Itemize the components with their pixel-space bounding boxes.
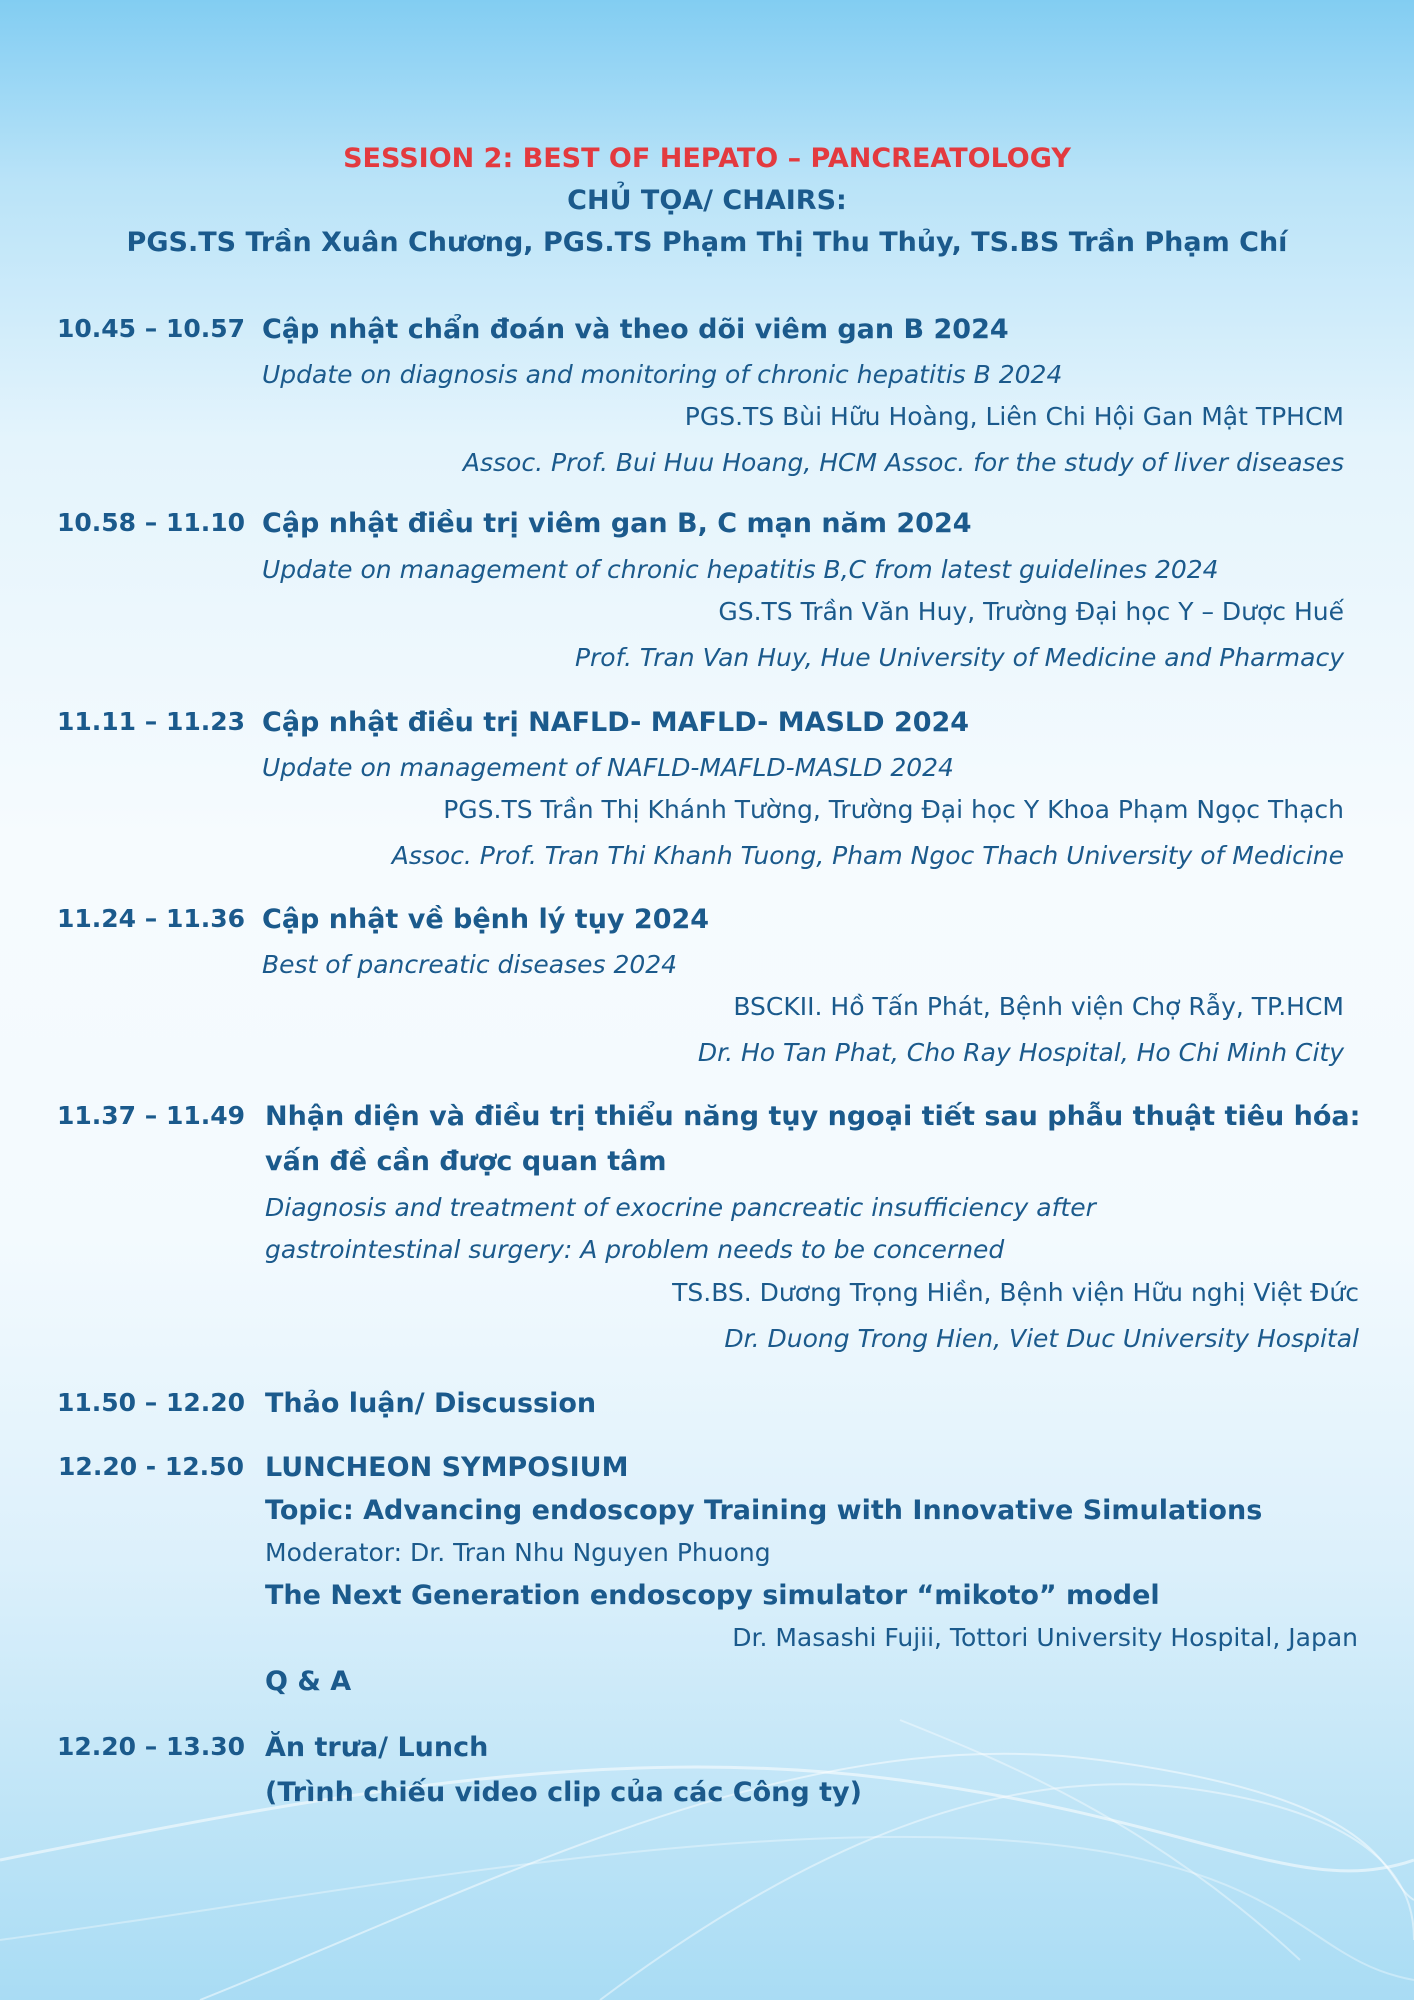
- chairs-label: CHỦ TỌA/ CHAIRS:: [567, 185, 847, 216]
- item-time: 10.58 – 11.10: [56, 508, 246, 537]
- item-speaker-en: Assoc. Prof. Tran Thi Khanh Tuong, Pham Ngoc Thach University of Medicine: [391, 841, 1344, 870]
- item-speaker-en: Assoc. Prof. Bui Huu Hoang, HCM Assoc. for the study of liver diseases: [462, 448, 1344, 477]
- item-title: LUNCHEON SYMPOSIUM: [265, 1452, 629, 1483]
- item-speaker-vi: BSCKII. Hồ Tấn Phát, Bệnh viện Chợ Rẫy, TP.HCM: [733, 992, 1344, 1021]
- item-topic: Topic: Advancing endoscopy Training with Innovative Simulations: [265, 1495, 1263, 1526]
- item-speaker-en: Dr. Duong Trong Hien, Viet Duc University Hospital: [724, 1324, 1359, 1353]
- item-qa: Q & A: [265, 1666, 352, 1697]
- session-header: [0, 138, 1414, 264]
- item-speaker-vi: PGS.TS Trần Thị Khánh Tường, Trường Đại học Y Khoa Phạm Ngọc Thạch: [443, 795, 1344, 824]
- item-speaker: Dr. Masashi Fujii, Tottori University Hospital, Japan: [732, 1623, 1358, 1652]
- item-title: Ăn trưa/ Lunch: [265, 1732, 489, 1763]
- item-speaker-en: Dr. Ho Tan Phat, Cho Ray Hospital, Ho Chi Minh City: [697, 1038, 1344, 1067]
- item-title-en: Update on management of NAFLD-MAFLD-MASLD 2024: [262, 753, 954, 782]
- item-title-vi: Cập nhật điều trị NAFLD- MAFLD- MASLD 2024: [262, 707, 970, 738]
- item-title: Thảo luận/ Discussion: [265, 1388, 597, 1419]
- item-speaker-vi: PGS.TS Bùi Hữu Hoàng, Liên Chi Hội Gan Mật TPHCM: [684, 402, 1344, 431]
- item-time: 12.20 - 12.50: [58, 1452, 244, 1481]
- item-title-vi-line1: Nhận diện và điều trị thiểu năng tụy ngoại tiết sau phẫu thuật tiêu hóa:: [265, 1101, 1361, 1132]
- item-time: 11.11 – 11.23: [56, 707, 246, 736]
- item-speaker-en: Prof. Tran Van Huy, Hue University of Medicine and Pharmacy: [574, 643, 1344, 672]
- item-time: 11.24 – 11.36: [56, 904, 246, 933]
- item-title-vi: Cập nhật về bệnh lý tụy 2024: [262, 904, 710, 935]
- item-time: 10.45 – 10.57: [56, 314, 246, 343]
- chairs-names: PGS.TS Trần Xuân Chương, PGS.TS Phạm Thị Thu Thủy, TS.BS Trần Phạm Chí: [126, 227, 1288, 258]
- item-time: 12.20 – 13.30: [56, 1732, 246, 1761]
- item-time: 11.37 – 11.49: [56, 1101, 246, 1130]
- item-title-en: Update on management of chronic hepatitis B,C from latest guidelines 2024: [262, 555, 1219, 584]
- item-title-en-line1: Diagnosis and treatment of exocrine pancreatic insufficiency after: [265, 1193, 1096, 1222]
- session-title: SESSION 2: BEST OF HEPATO – PANCREATOLOGY: [343, 143, 1071, 174]
- item-time: 11.50 – 12.20: [56, 1388, 246, 1417]
- item-title-vi-line2: vấn đề cần được quan tâm: [265, 1146, 667, 1177]
- item-title-en: Best of pancreatic diseases 2024: [262, 950, 678, 979]
- item-speaker-vi: TS.BS. Dương Trọng Hiền, Bệnh viện Hữu nghị Việt Đức: [672, 1278, 1359, 1307]
- item-title-vi: Cập nhật điều trị viêm gan B, C mạn năm 2024: [262, 508, 972, 539]
- item-title-en-line2: gastrointestinal surgery: A problem needs to be concerned: [265, 1235, 1005, 1264]
- item-title-en: Update on diagnosis and monitoring of chronic hepatitis B 2024: [262, 360, 1063, 389]
- item-speaker-vi: GS.TS Trần Văn Huy, Trường Đại học Y – Dược Huế: [718, 597, 1344, 626]
- item-title-vi: Cập nhật chẩn đoán và theo dõi viêm gan B 2024: [262, 314, 1009, 345]
- item-talk: The Next Generation endoscopy simulator “mikoto” model: [265, 1580, 1160, 1611]
- item-moderator: Moderator: Dr. Tran Nhu Nguyen Phuong: [265, 1538, 771, 1567]
- item-subtitle: (Trình chiếu video clip của các Công ty): [265, 1777, 862, 1808]
